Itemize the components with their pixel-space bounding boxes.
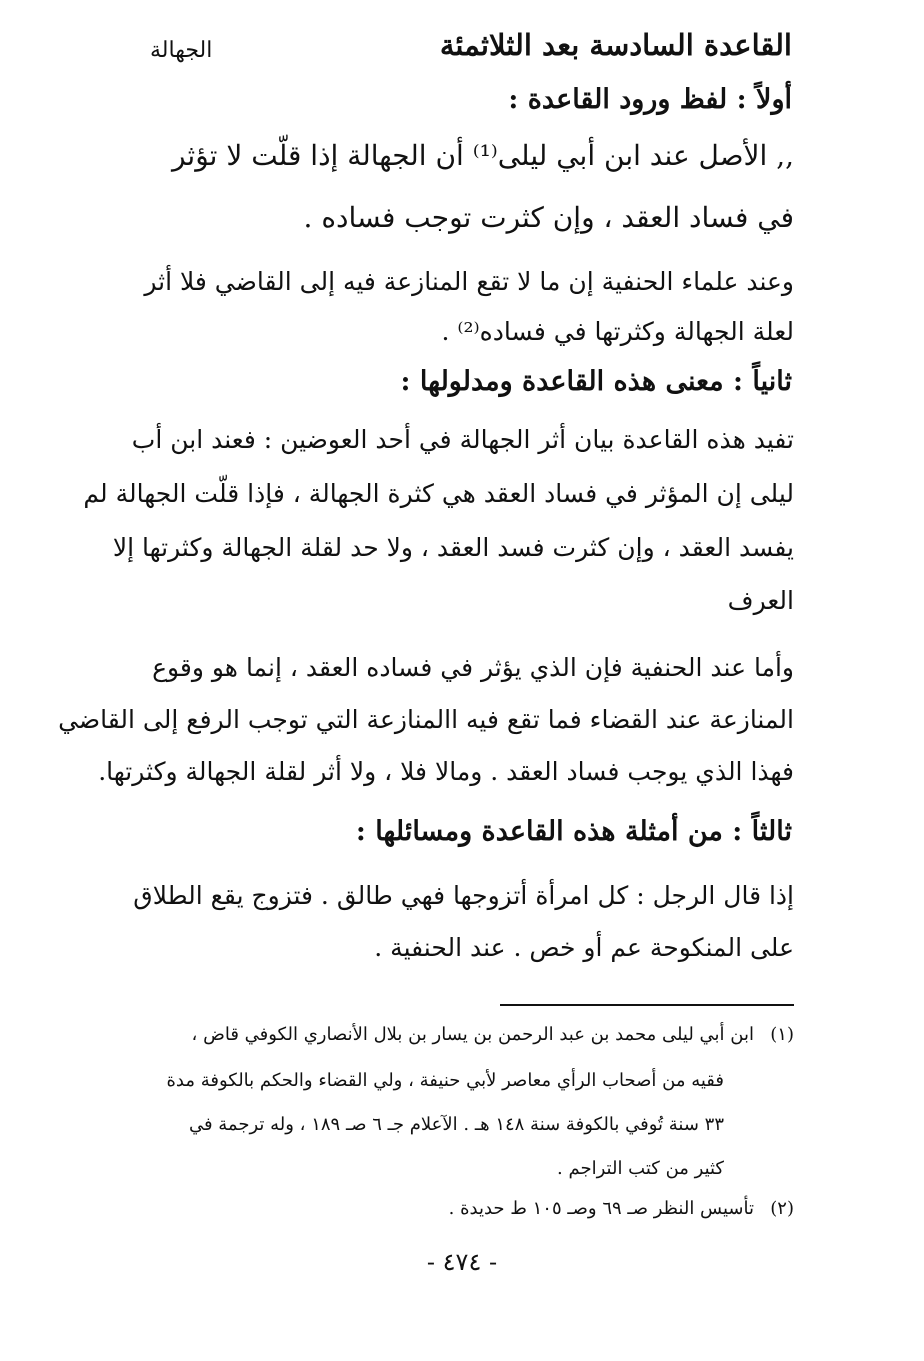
- text-line: إذا قال الرجل : كل امرأة أتزوجها فهي طالق . فتزوج يقع الطلاق: [133, 881, 794, 910]
- text-line: ,, الأصل عند ابن أبي ليلى⁽¹⁾ أن الجهالة إذا قلّت لا تؤثر: [171, 139, 794, 172]
- topic-label: الجهالة: [150, 38, 213, 63]
- text-line: على المنكوحة عم أو خص . عند الحنفية .: [374, 933, 794, 962]
- footnote-line: ٣٣ سنة تُوفي بالكوفة سنة ١٤٨ هـ . الآعلام جـ ٦ صـ ١٨٩ ، وله ترجمة في: [188, 1114, 724, 1135]
- text-line: لعلة الجهالة وكثرتها في فساده⁽²⁾ .: [441, 317, 794, 346]
- page-number: - ٤٧٤ -: [426, 1248, 498, 1276]
- footnote: [96, 1022, 794, 1048]
- text-line: في فساد العقد ، وإن كثرت توجب فساده .: [303, 201, 794, 234]
- text-line: فهذا الذي يوجب فساد العقد . ومالا فلا ، ولا أثر لقلة الجهالة وكثرتها.: [98, 757, 794, 786]
- footnote-number: (١): [770, 1024, 794, 1045]
- text-line: ليلى إن المؤثر في فساد العقد هي كثرة الجهالة ، فإذا قلّت الجهالة لم: [83, 479, 794, 508]
- text-line: المنازعة عند القضاء فما تقع فيه االمنازعة التي توجب الرفع إلى القاضي: [58, 705, 794, 734]
- footnote-line: ابن أبي ليلى محمد بن عبد الرحمن بن يسار بن بلال الأنصاري الكوفي قاض ،: [191, 1024, 754, 1045]
- rule-title: القاعدة السادسة بعد الثلاثمئة: [439, 28, 792, 62]
- text-line: يفسد العقد ، وإن كثرت فسد العقد ، ولا حد لقلة الجهالة وكثرتها إلا: [112, 533, 794, 562]
- section-heading-wording: أولاً : لفظ ورود القاعدة :: [508, 84, 792, 115]
- text-line: العرف: [727, 586, 794, 615]
- footnote-number: (٢): [770, 1198, 794, 1219]
- footnote-line: فقيه من أصحاب الرأي معاصر لأبي حنيفة ، ولي القضاء والحكم بالكوفة مدة: [166, 1070, 724, 1091]
- section-heading-meaning: ثانياً : معنى هذه القاعدة ومدلولها :: [400, 366, 792, 397]
- section-heading-examples: ثالثاً : من أمثلة هذه القاعدة ومسائلها :: [355, 816, 792, 847]
- footnote: [96, 1196, 794, 1222]
- footnote-divider: [500, 1004, 794, 1006]
- text-line: وعند علماء الحنفية إن ما لا تقع المنازعة فيه إلى القاضي فلا أثر: [144, 267, 794, 296]
- footnote-line: تأسيس النظر صـ ٦٩ وصـ ١٠٥ ط حديدة .: [448, 1198, 754, 1219]
- text-line: تفيد هذه القاعدة بيان أثر الجهالة في أحد العوضين : فعند ابن أب: [131, 425, 794, 454]
- text-line: وأما عند الحنفية فإن الذي يؤثر في فساده العقد ، إنما هو وقوع: [152, 653, 794, 682]
- footnote-line: كثير من كتب التراجم .: [557, 1158, 724, 1179]
